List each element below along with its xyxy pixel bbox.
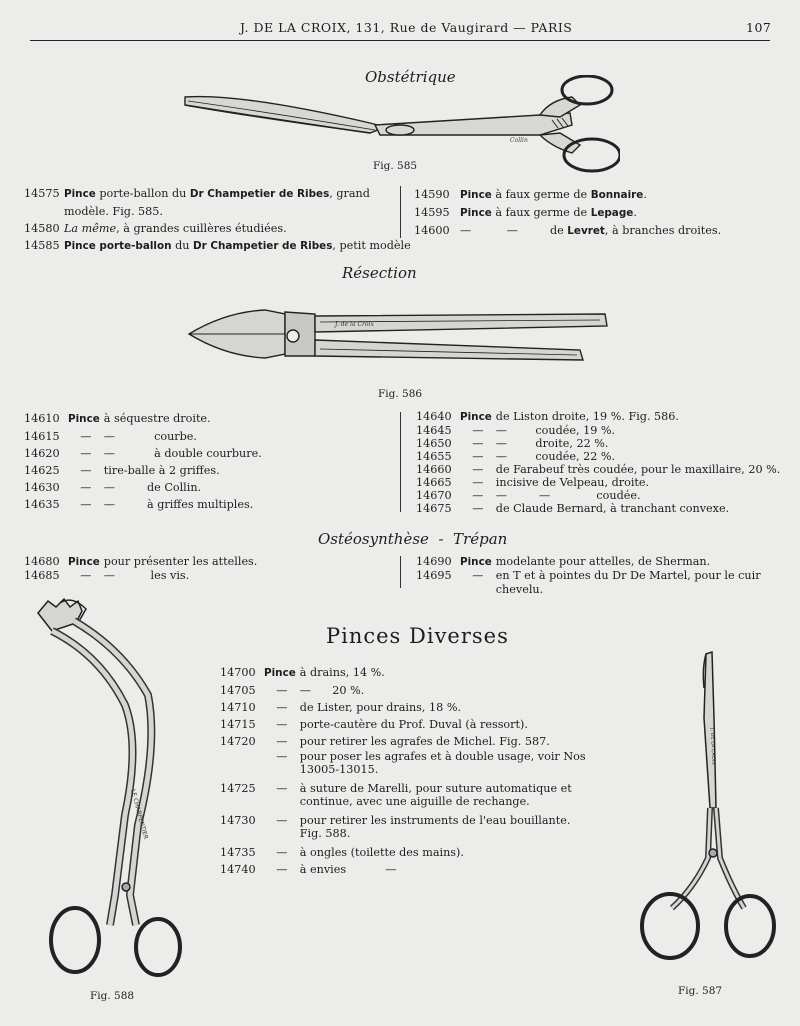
table-row <box>220 716 586 733</box>
item-number: 14575 <box>24 187 60 200</box>
item-text: modelante pour attelles, de Sherman. <box>495 555 711 568</box>
table-row <box>416 437 780 450</box>
item-lead: — <box>276 701 288 714</box>
item-number: 14655 <box>416 450 452 463</box>
item-lead: Pince <box>68 556 100 568</box>
item-number: 14620 <box>24 447 60 460</box>
table-row <box>220 808 586 827</box>
item-lead: — <box>472 502 484 515</box>
item-text: — 20 %. <box>299 684 365 697</box>
item-text: , petit modèle <box>332 239 411 252</box>
diverses-table <box>220 664 586 878</box>
item-lead: — <box>276 814 288 827</box>
section-title-resection: Résection <box>342 264 417 282</box>
item-lead: — <box>276 750 288 763</box>
item-text: à suture de Marelli, pour suture automatique et <box>299 782 572 795</box>
item-lead: — <box>80 498 92 511</box>
item-italic: La même <box>64 222 117 235</box>
item-bold: Lepage <box>590 207 634 219</box>
item-text: — de Collin. <box>103 481 202 494</box>
item-text: . <box>633 206 637 219</box>
item-number: 14580 <box>24 222 60 235</box>
section-title-osteosynthese <box>318 530 507 548</box>
item-number: 14685 <box>24 569 60 582</box>
item-text: — coudée, 22 %. <box>495 450 616 463</box>
item-text: incisive de Velpeau, droite. <box>495 476 650 489</box>
table-row <box>220 827 586 840</box>
item-number: 14715 <box>220 718 256 731</box>
item-text: à drains, 14 %. <box>299 666 385 679</box>
item-lead: Pince <box>460 556 492 568</box>
fig585-maker-mark: Collin <box>510 137 528 144</box>
column-divider <box>400 186 401 238</box>
item-number: 14700 <box>220 666 256 679</box>
item-text: à faux germe de <box>491 188 591 201</box>
fig585-caption: Fig. 585 <box>373 160 418 172</box>
item-lead: — <box>472 463 484 476</box>
item-number: 14675 <box>416 502 452 515</box>
table-row <box>24 428 262 445</box>
item-text: à ongles (toilette des mains). <box>299 846 464 859</box>
item-lead: — <box>472 489 484 502</box>
column-divider <box>400 556 401 588</box>
fig587-maker-mark: J. DE LA CROIX <box>709 727 717 766</box>
list-item <box>414 204 721 222</box>
title-part: - Trépan <box>438 530 508 548</box>
item-text: pour présenter les attelles. <box>103 555 258 568</box>
section-title-obstetrique: Obstétrique <box>365 68 456 86</box>
item-bold: Dr Champetier de Ribes <box>193 240 333 252</box>
item-lead: — <box>276 863 288 876</box>
item-text: — droite, 22 %. <box>495 437 609 450</box>
fig586-caption: Fig. 586 <box>378 388 423 400</box>
fig587-illustration <box>632 648 782 978</box>
item-text: pour retirer les agrafes de Michel. Fig. 587. <box>299 735 550 748</box>
item-lead: — <box>276 846 288 859</box>
item-lead: — <box>80 430 92 443</box>
running-header: J. DE LA CROIX, 131, Rue de Vaugirard — PARIS <box>240 20 573 35</box>
item-number: 14585 <box>24 239 60 252</box>
item-bold: Levret <box>567 225 605 237</box>
item-text: continue, avec une aiguille de rechange. <box>299 795 530 808</box>
item-text: porte-ballon du <box>95 187 190 200</box>
item-lead: Pince <box>68 413 100 425</box>
item-lead: — <box>276 684 288 697</box>
item-text: à envies — <box>299 863 397 876</box>
item-text: à séquestre droite. <box>103 412 211 425</box>
list-item <box>24 220 411 237</box>
item-bold: Bonnaire <box>590 189 644 201</box>
table-row <box>24 462 262 479</box>
item-lead: Pince <box>460 411 492 423</box>
obstetrique-left-list <box>24 185 411 255</box>
item-number: 14650 <box>416 437 452 450</box>
item-number: 14600 <box>414 224 450 237</box>
item-bold: Dr Champetier de Ribes <box>189 188 330 200</box>
fig587-caption: Fig. 587 <box>678 985 723 997</box>
item-text: de Claude Bernard, à tranchant convexe. <box>495 502 730 515</box>
item-lead: — <box>80 481 92 494</box>
item-text: de Lister, pour drains, 18 %. <box>299 701 462 714</box>
item-number: 14740 <box>220 863 256 876</box>
item-number: 14645 <box>416 424 452 437</box>
table-row <box>220 664 586 682</box>
list-item <box>24 203 411 220</box>
section-title-diverses: Pinces Diverses <box>326 624 509 648</box>
item-text: porte-cautère du Prof. Duval (à ressort). <box>299 718 528 731</box>
item-number <box>416 583 460 597</box>
item-number: 14615 <box>24 430 60 443</box>
title-part: Ostéosynthèse <box>318 530 429 548</box>
table-row <box>416 410 780 424</box>
table-row <box>24 479 262 496</box>
item-lead <box>460 583 496 597</box>
item-text: tire-balle à 2 griffes. <box>103 464 220 477</box>
item-text: , à grandes cuillères étudiées. <box>116 222 287 235</box>
table-row <box>416 583 761 597</box>
item-number: 14610 <box>24 412 60 425</box>
table-row <box>416 450 780 463</box>
item-number <box>220 827 264 840</box>
list-item <box>24 237 411 255</box>
item-number: 14630 <box>24 481 60 494</box>
table-row <box>220 861 586 878</box>
header-rule <box>30 40 770 41</box>
table-row <box>24 569 257 583</box>
table-row <box>24 445 262 462</box>
list-item <box>24 185 411 203</box>
item-bold: Pince <box>64 188 96 200</box>
item-number: 14690 <box>416 555 452 568</box>
item-text: de Liston droite, 19 %. Fig. 586. <box>495 410 679 423</box>
item-lead: — <box>80 464 92 477</box>
item-text: , grand <box>329 187 370 200</box>
item-lead: — <box>276 782 288 795</box>
item-text: modèle. Fig. 585. <box>64 205 163 218</box>
table-row <box>416 489 780 502</box>
item-number <box>220 795 264 808</box>
table-row <box>220 763 586 776</box>
item-text: — à griffes multiples. <box>103 498 254 511</box>
osteosynthese-left-table <box>24 555 257 583</box>
table-row <box>24 410 262 428</box>
item-text: — à double courbure. <box>103 447 262 460</box>
table-row <box>220 840 586 861</box>
table-row <box>220 733 586 750</box>
item-number: 14735 <box>220 846 256 859</box>
item-number: 14730 <box>220 814 256 827</box>
item-lead: Pince <box>264 667 296 679</box>
item-lead: — <box>472 569 484 582</box>
item-number: 14640 <box>416 410 452 423</box>
item-lead: — <box>472 424 484 437</box>
obstetrique-right-list <box>414 186 721 240</box>
item-text: pour retirer les instruments de l'eau bouillante. <box>299 814 571 827</box>
item-text: — courbe. <box>103 430 197 443</box>
table-row <box>416 502 780 515</box>
item-number: 14595 <box>414 206 450 219</box>
item-bold: Pince <box>460 207 492 219</box>
fig586-maker-mark: J. de la Croix <box>335 321 374 328</box>
table-row <box>416 476 780 489</box>
item-number: 14695 <box>416 569 452 582</box>
item-text: de Farabeuf très coudée, pour le maxillaire, 20 %. <box>495 463 781 476</box>
table-row <box>220 776 586 795</box>
column-divider <box>400 412 401 512</box>
item-text: — — de <box>460 224 568 237</box>
item-number: 14590 <box>414 188 450 201</box>
item-number <box>220 763 264 776</box>
item-number: 14705 <box>220 684 256 697</box>
item-text: . <box>643 188 647 201</box>
item-number <box>220 750 264 763</box>
item-number: 14670 <box>416 489 452 502</box>
item-text: en T et à pointes du Dr De Martel, pour le cuir <box>495 569 761 582</box>
item-text: chevelu. <box>495 583 544 596</box>
item-text: — — coudée. <box>495 489 641 502</box>
item-bold: Pince porte-ballon <box>64 240 172 252</box>
item-bold: Pince <box>460 189 492 201</box>
table-row <box>220 750 586 763</box>
table-row <box>24 496 262 513</box>
item-number: 14710 <box>220 701 256 714</box>
table-row <box>220 795 586 808</box>
item-lead: — <box>276 718 288 731</box>
item-text: pour poser les agrafes et à double usage, voir Nos <box>299 750 586 763</box>
item-text: Fig. 588. <box>299 827 351 840</box>
item-text: à faux germe de <box>491 206 591 219</box>
item-number: 14720 <box>220 735 256 748</box>
item-lead <box>264 827 300 840</box>
item-number: 14725 <box>220 782 256 795</box>
table-row <box>416 463 780 476</box>
list-item <box>414 222 721 240</box>
table-row <box>416 424 780 437</box>
item-text: du <box>171 239 194 252</box>
resection-right-table <box>416 410 780 515</box>
item-number: 14660 <box>416 463 452 476</box>
item-number: 14635 <box>24 498 60 511</box>
page-number: 107 <box>746 20 772 35</box>
fig588-caption: Fig. 588 <box>90 990 135 1002</box>
item-lead <box>264 763 300 776</box>
osteosynthese-right-table <box>416 555 761 597</box>
fig588-illustration <box>30 595 190 985</box>
item-lead <box>264 795 300 808</box>
table-row <box>416 555 761 569</box>
item-lead: — <box>472 476 484 489</box>
table-row <box>416 569 761 583</box>
item-lead: — <box>276 735 288 748</box>
resection-left-table <box>24 410 262 513</box>
item-lead: — <box>80 569 92 582</box>
item-number: 14665 <box>416 476 452 489</box>
item-text: , à branches droites. <box>604 224 722 237</box>
item-lead: — <box>80 447 92 460</box>
item-text: — coudée, 19 %. <box>495 424 616 437</box>
item-number: 14625 <box>24 464 60 477</box>
table-row <box>24 555 257 569</box>
list-item <box>414 186 721 204</box>
table-row <box>220 699 586 716</box>
fig586-illustration <box>185 292 615 382</box>
fig588-maker-mark: LE CHARPENTIER <box>129 788 150 841</box>
item-text: 13005-13015. <box>299 763 379 776</box>
item-number: 14680 <box>24 555 60 568</box>
table-row <box>220 682 586 699</box>
item-lead: — <box>472 437 484 450</box>
item-text: — les vis. <box>103 569 190 582</box>
item-lead: — <box>472 450 484 463</box>
